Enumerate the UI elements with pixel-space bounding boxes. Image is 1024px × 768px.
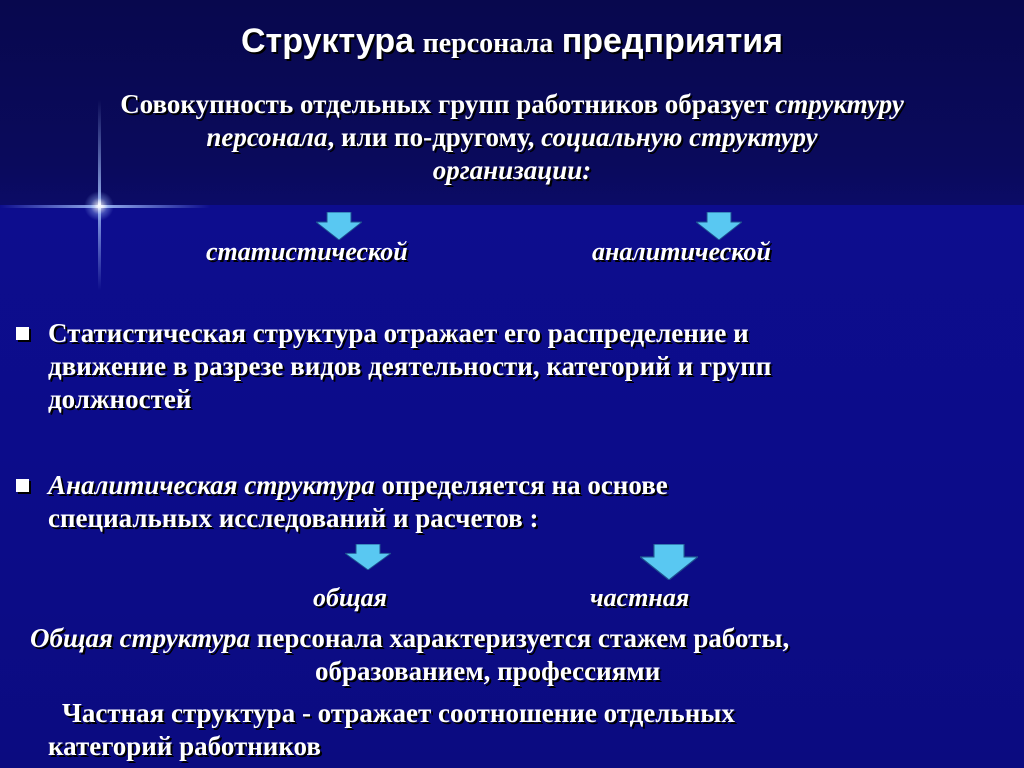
slide-title	[0, 22, 1024, 61]
particular-line-2: категорий работников	[48, 731, 321, 761]
light-flare-center	[84, 191, 114, 221]
bullet-statistical-rest: отражает его распределение и	[376, 318, 749, 348]
bullet-statistical-lead: Статистическая структура	[48, 318, 377, 348]
branch-label-particular: частная	[590, 583, 690, 612]
title-part-1: Структура	[241, 22, 415, 60]
bullet-marker	[16, 327, 29, 340]
title-part-3: предприятия	[561, 22, 783, 60]
arrow-down-icon	[345, 544, 391, 570]
general-line-2: образованием, профессиями	[315, 656, 661, 686]
intro-line-1	[0, 88, 1024, 121]
branch-label-general: общая	[313, 583, 388, 612]
branch-label-statistical: статистической	[206, 237, 408, 266]
intro-line-3: организации:	[432, 155, 592, 185]
intro-line-2-text: , или по-другому,	[327, 122, 542, 152]
bullet-analytical-lead: Аналитическая структура	[48, 470, 375, 500]
branch-label-analytical: аналитической	[592, 237, 771, 266]
intro-line-2-emphasis-a: персонала	[206, 122, 328, 152]
bullet-statistical-line-2: движение в разрезе видов деятельности, категорий и групп	[48, 351, 772, 381]
intro-line-1-emphasis: структуру	[775, 89, 904, 119]
arrow-down-icon	[316, 212, 362, 240]
intro-line-1-text: Совокупность отдельных групп работников образует	[120, 89, 776, 119]
bullet-analytical-rest: определяется на основе	[374, 470, 668, 500]
general-structure-paragraph	[30, 622, 789, 655]
intro-line-2-emphasis-b: социальную структуру	[541, 122, 818, 152]
general-line-1	[30, 622, 789, 655]
bullet-statistical-line-3: должностей	[48, 384, 192, 414]
particular-line-1: Частная структура - отражает соотношение отдельных	[62, 698, 735, 728]
bullet-analytical	[48, 469, 668, 535]
general-rest: персонала характеризуется стажем работы,	[250, 623, 790, 653]
bullet-statistical-line-1	[48, 317, 771, 350]
bullet-statistical	[48, 317, 771, 416]
intro-paragraph	[0, 88, 1024, 187]
bullet-marker	[16, 479, 29, 492]
bullet-analytical-line-1	[48, 469, 668, 502]
intro-line-2	[0, 121, 1024, 154]
bullet-analytical-line-2: специальных исследований и расчетов :	[48, 503, 539, 533]
arrow-down-icon	[696, 212, 742, 240]
general-lead: Общая структура	[30, 623, 251, 653]
arrow-down-icon	[640, 544, 698, 580]
title-part-2: персонала	[422, 28, 554, 59]
